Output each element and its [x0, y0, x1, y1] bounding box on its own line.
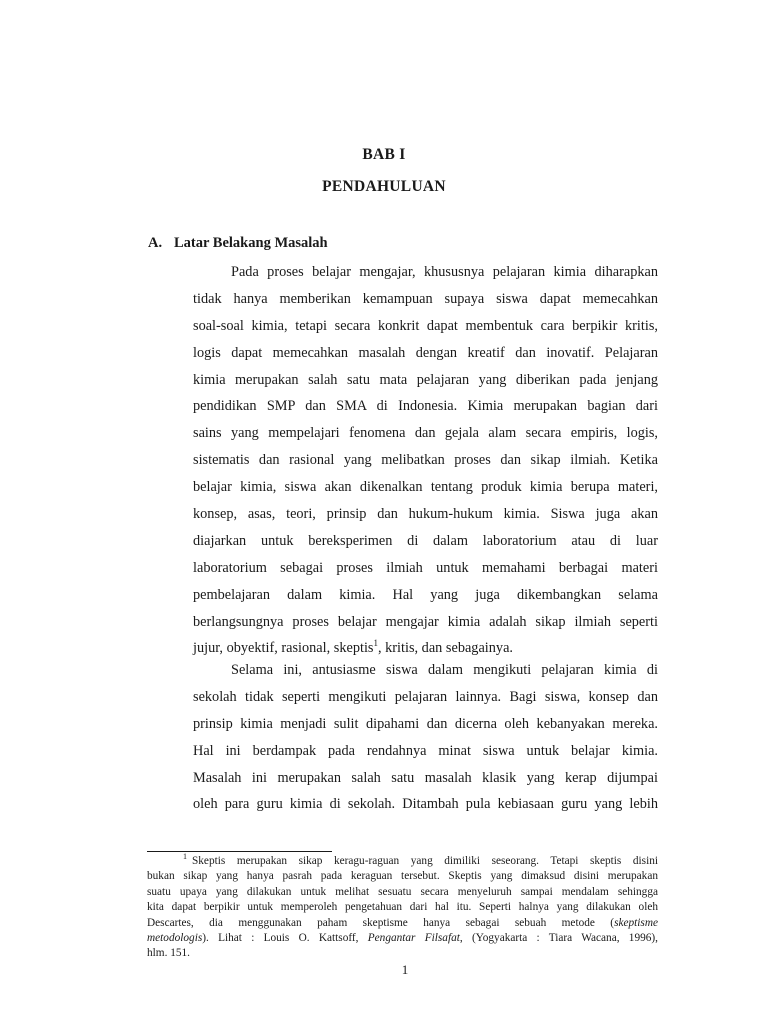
footnote-line: bukan sikap yang hanya pasrah pada keraguan tersebut. Skeptis yang dimaksud disini merupakan	[147, 870, 658, 883]
paragraph-line: diajarkan untuk bereksperimen di dalam laboratorium atau di luar	[193, 532, 658, 549]
footnote-line	[147, 854, 658, 869]
paragraph-line: pendidikan SMP dan SMA di Indonesia. Kimia merupakan bagian dari	[193, 398, 658, 415]
footnote-line	[147, 916, 658, 931]
line-text-before-ref: jujur, obyektif, rasional, skeptis	[193, 640, 374, 657]
paragraph-line: berlangsungnya proses belajar mengajar kimia adalah sikap ilmiah seperti	[193, 613, 658, 630]
footnote-italic-term: metodologis	[147, 931, 203, 944]
footnote-line: suatu upaya yang dilakukan untuk melihat sesuatu secara menyeluruh sampai mendalam sehingga	[147, 885, 658, 898]
footnote-line: kita dapat berpikir untuk memperoleh pengetahuan dari hal itu. Seperti halnya yang dilakukan oleh	[147, 901, 658, 914]
paragraph-line: sistematis dan rasional yang melibatkan proses dan sikap ilmiah. Ketika	[193, 452, 658, 469]
footnote-italic-term: skeptisme	[614, 916, 658, 929]
footnote-text: ). Lihat : Louis O. Kattsoff,	[202, 931, 368, 944]
footnote-text: , (Yogyakarta : Tiara Wacana, 1996),	[459, 931, 658, 944]
footnote-text: Skeptis merupakan sikap keragu-raguan yang dimiliki seseorang. Tetapi skeptis disini	[192, 855, 658, 867]
footnote-divider	[147, 851, 332, 852]
paragraph-line: Pada proses belajar mengajar, khususnya pelajaran kimia diharapkan	[231, 264, 658, 280]
chapter-title: PENDAHULUAN	[322, 178, 446, 195]
paragraph-line: Selama ini, antusiasme siswa dalam mengikuti pelajaran kimia di	[231, 662, 658, 678]
paragraph-line: pembelajaran dalam kimia. Hal yang juga dikembangkan selama	[193, 586, 658, 603]
footnote-reference[interactable]: 1	[373, 638, 378, 649]
paragraph-line: kimia merupakan salah satu mata pelajaran yang diberikan pada jenjang	[193, 371, 658, 388]
paragraph-line: sains yang mempelajari fenomena dan gejala alam secara empiris, logis,	[193, 425, 658, 442]
paragraph-line: belajar kimia, siswa akan dikenalkan tentang produk kimia berupa materi,	[193, 479, 658, 496]
footnote-line: hlm. 151.	[147, 947, 190, 960]
line-text-after-ref: , kritis, dan sebagainya.	[378, 640, 513, 657]
footnote-book-title: Pengantar Filsafat	[367, 931, 460, 944]
chapter-number: BAB I	[362, 146, 406, 163]
paragraph-line: soal-soal kimia, tetapi secara konkrit dapat membentuk cara berpikir kritis,	[193, 317, 658, 334]
paragraph-line: oleh para guru kimia di sekolah. Ditambah pula kebiasaan guru yang lebih	[193, 796, 658, 813]
paragraph-line: laboratorium sebagai proses ilmiah untuk memahami berbagai materi	[193, 559, 658, 576]
footnote-text: Descartes, dia menggunakan paham skeptisme hanya sebagai sebuah metode (	[147, 916, 615, 929]
paragraph-line: sekolah tidak seperti mengikuti pelajaran lainnya. Bagi siswa, konsep dan	[193, 688, 658, 705]
section-letter: A.	[148, 235, 163, 251]
paragraph-line: Masalah ini merupakan salah satu masalah klasik yang kerap dijumpai	[193, 769, 658, 786]
paragraph-line: tidak hanya memberikan kemampuan supaya siswa dapat memecahkan	[193, 290, 658, 307]
paragraph-line: logis dapat memecahkan masalah dengan kreatif dan inovatif. Pelajaran	[193, 344, 658, 361]
footnote-number: 1	[183, 852, 187, 862]
paragraph-line: Hal ini berdampak pada rendahnya minat siswa untuk belajar kimia.	[193, 742, 658, 759]
paragraph-1	[193, 259, 658, 662]
paragraph-2	[193, 657, 658, 818]
paragraph-line: konsep, asas, teori, prinsip dan hukum-hukum kimia. Siswa juga akan	[193, 506, 658, 523]
section-heading	[148, 235, 328, 252]
section-title: Latar Belakang Masalah	[174, 235, 328, 251]
paragraph-line: prinsip kimia menjadi sulit dipahami dan dicerna oleh kebanyakan mereka.	[193, 715, 658, 732]
footnote	[147, 854, 658, 962]
page-number: 1	[401, 962, 409, 977]
footnote-line	[147, 931, 658, 946]
